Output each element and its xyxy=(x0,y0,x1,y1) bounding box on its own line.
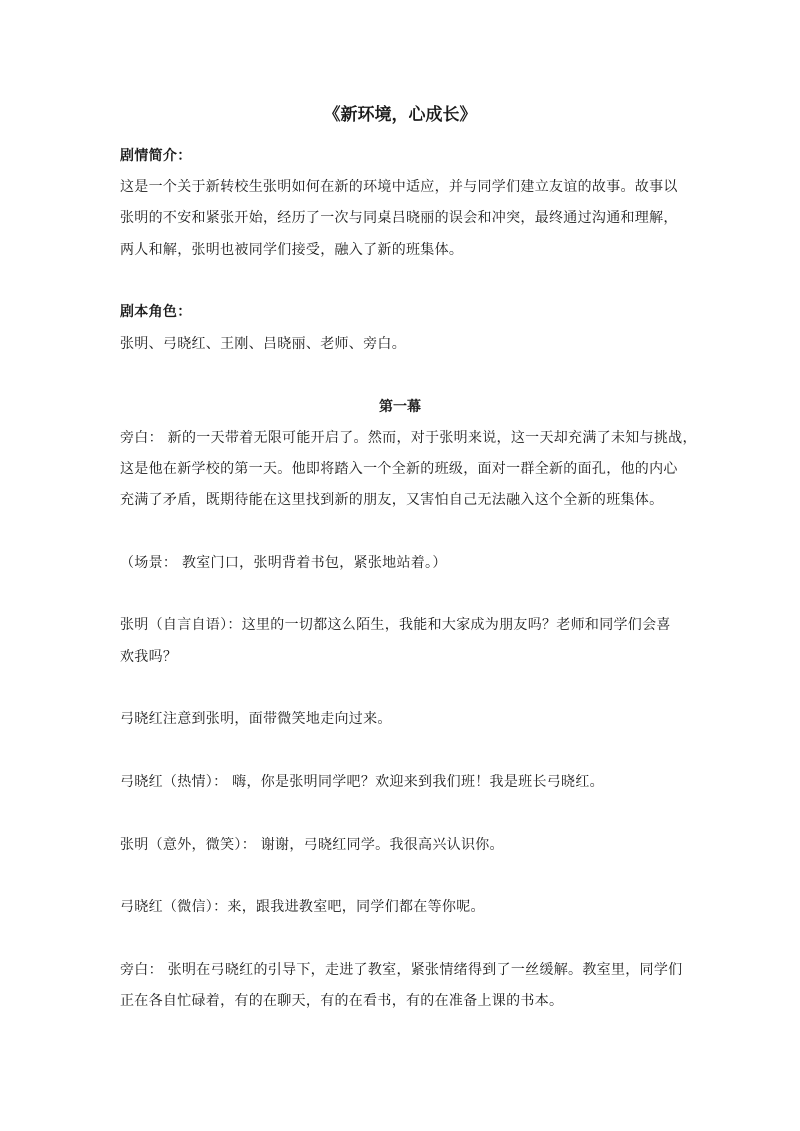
act-heading: 第一幕 xyxy=(379,399,421,415)
dialogue-gong-2: 弓晓红（微信）：来，跟我进教室吧，同学们都在等你呢。 xyxy=(120,899,485,915)
stage-action: 弓晓红注意到张明，面带微笑地走向过来。 xyxy=(120,711,392,727)
narration-line-2: 这是他在新学校的第一天。他即将踏入一个全新的班级，面对一群全新的面孔，他的内心 xyxy=(120,461,678,477)
narration2-line-2: 正在各自忙碌着，有的在聊天，有的在看书，有的在准备上课的书本。 xyxy=(120,993,564,1009)
scene-direction: （场景： 教室门口，张明背着书包，紧张地站着。） xyxy=(120,555,447,571)
narration-line-1: 旁白： 新的一天带着无限可能开启了。然而，对于张明来说，这一天却充满了未知与挑战， xyxy=(120,430,697,446)
dialogue-zhangming-1b: 欢我吗？ xyxy=(120,649,178,665)
dialogue-gong-1: 弓晓红（热情）： 嗨，你是张明同学吧？欢迎来到我们班！我是班长弓晓红。 xyxy=(120,774,604,790)
synopsis-heading: 剧情简介： xyxy=(120,148,192,164)
dialogue-zhangming-2: 张明（意外，微笑）： 谢谢，弓晓红同学。我很高兴认识你。 xyxy=(120,837,504,853)
roles-list: 张明、弓晓红、王刚、吕晓丽、老师、旁白。 xyxy=(120,336,406,352)
synopsis-line-1: 这是一个关于新转校生张明如何在新的环境中适应，并与同学们建立友谊的故事。故事以 xyxy=(120,179,678,195)
narration-line-3: 充满了矛盾，既期待能在这里找到新的朋友，又害怕自己无法融入这个全新的班集体。 xyxy=(120,492,664,508)
roles-heading: 剧本角色： xyxy=(120,304,192,320)
dialogue-zhangming-1a: 张明（自言自语）：这里的一切都这么陌生，我能和大家成为朋友吗？老师和同学们会喜 xyxy=(120,617,671,633)
narration2-line-1: 旁白： 张明在弓晓红的引导下，走进了教室，紧张情绪得到了一丝缓解。教室里，同学们 xyxy=(120,962,683,978)
page-title: 《新环境，心成长》 xyxy=(323,105,477,125)
synopsis-line-2: 张明的不安和紧张开始，经历了一次与同桌吕晓丽的误会和冲突，最终通过沟通和理解， xyxy=(120,210,678,226)
synopsis-line-3: 两人和解，张明也被同学们接受，融入了新的班集体。 xyxy=(120,242,464,258)
